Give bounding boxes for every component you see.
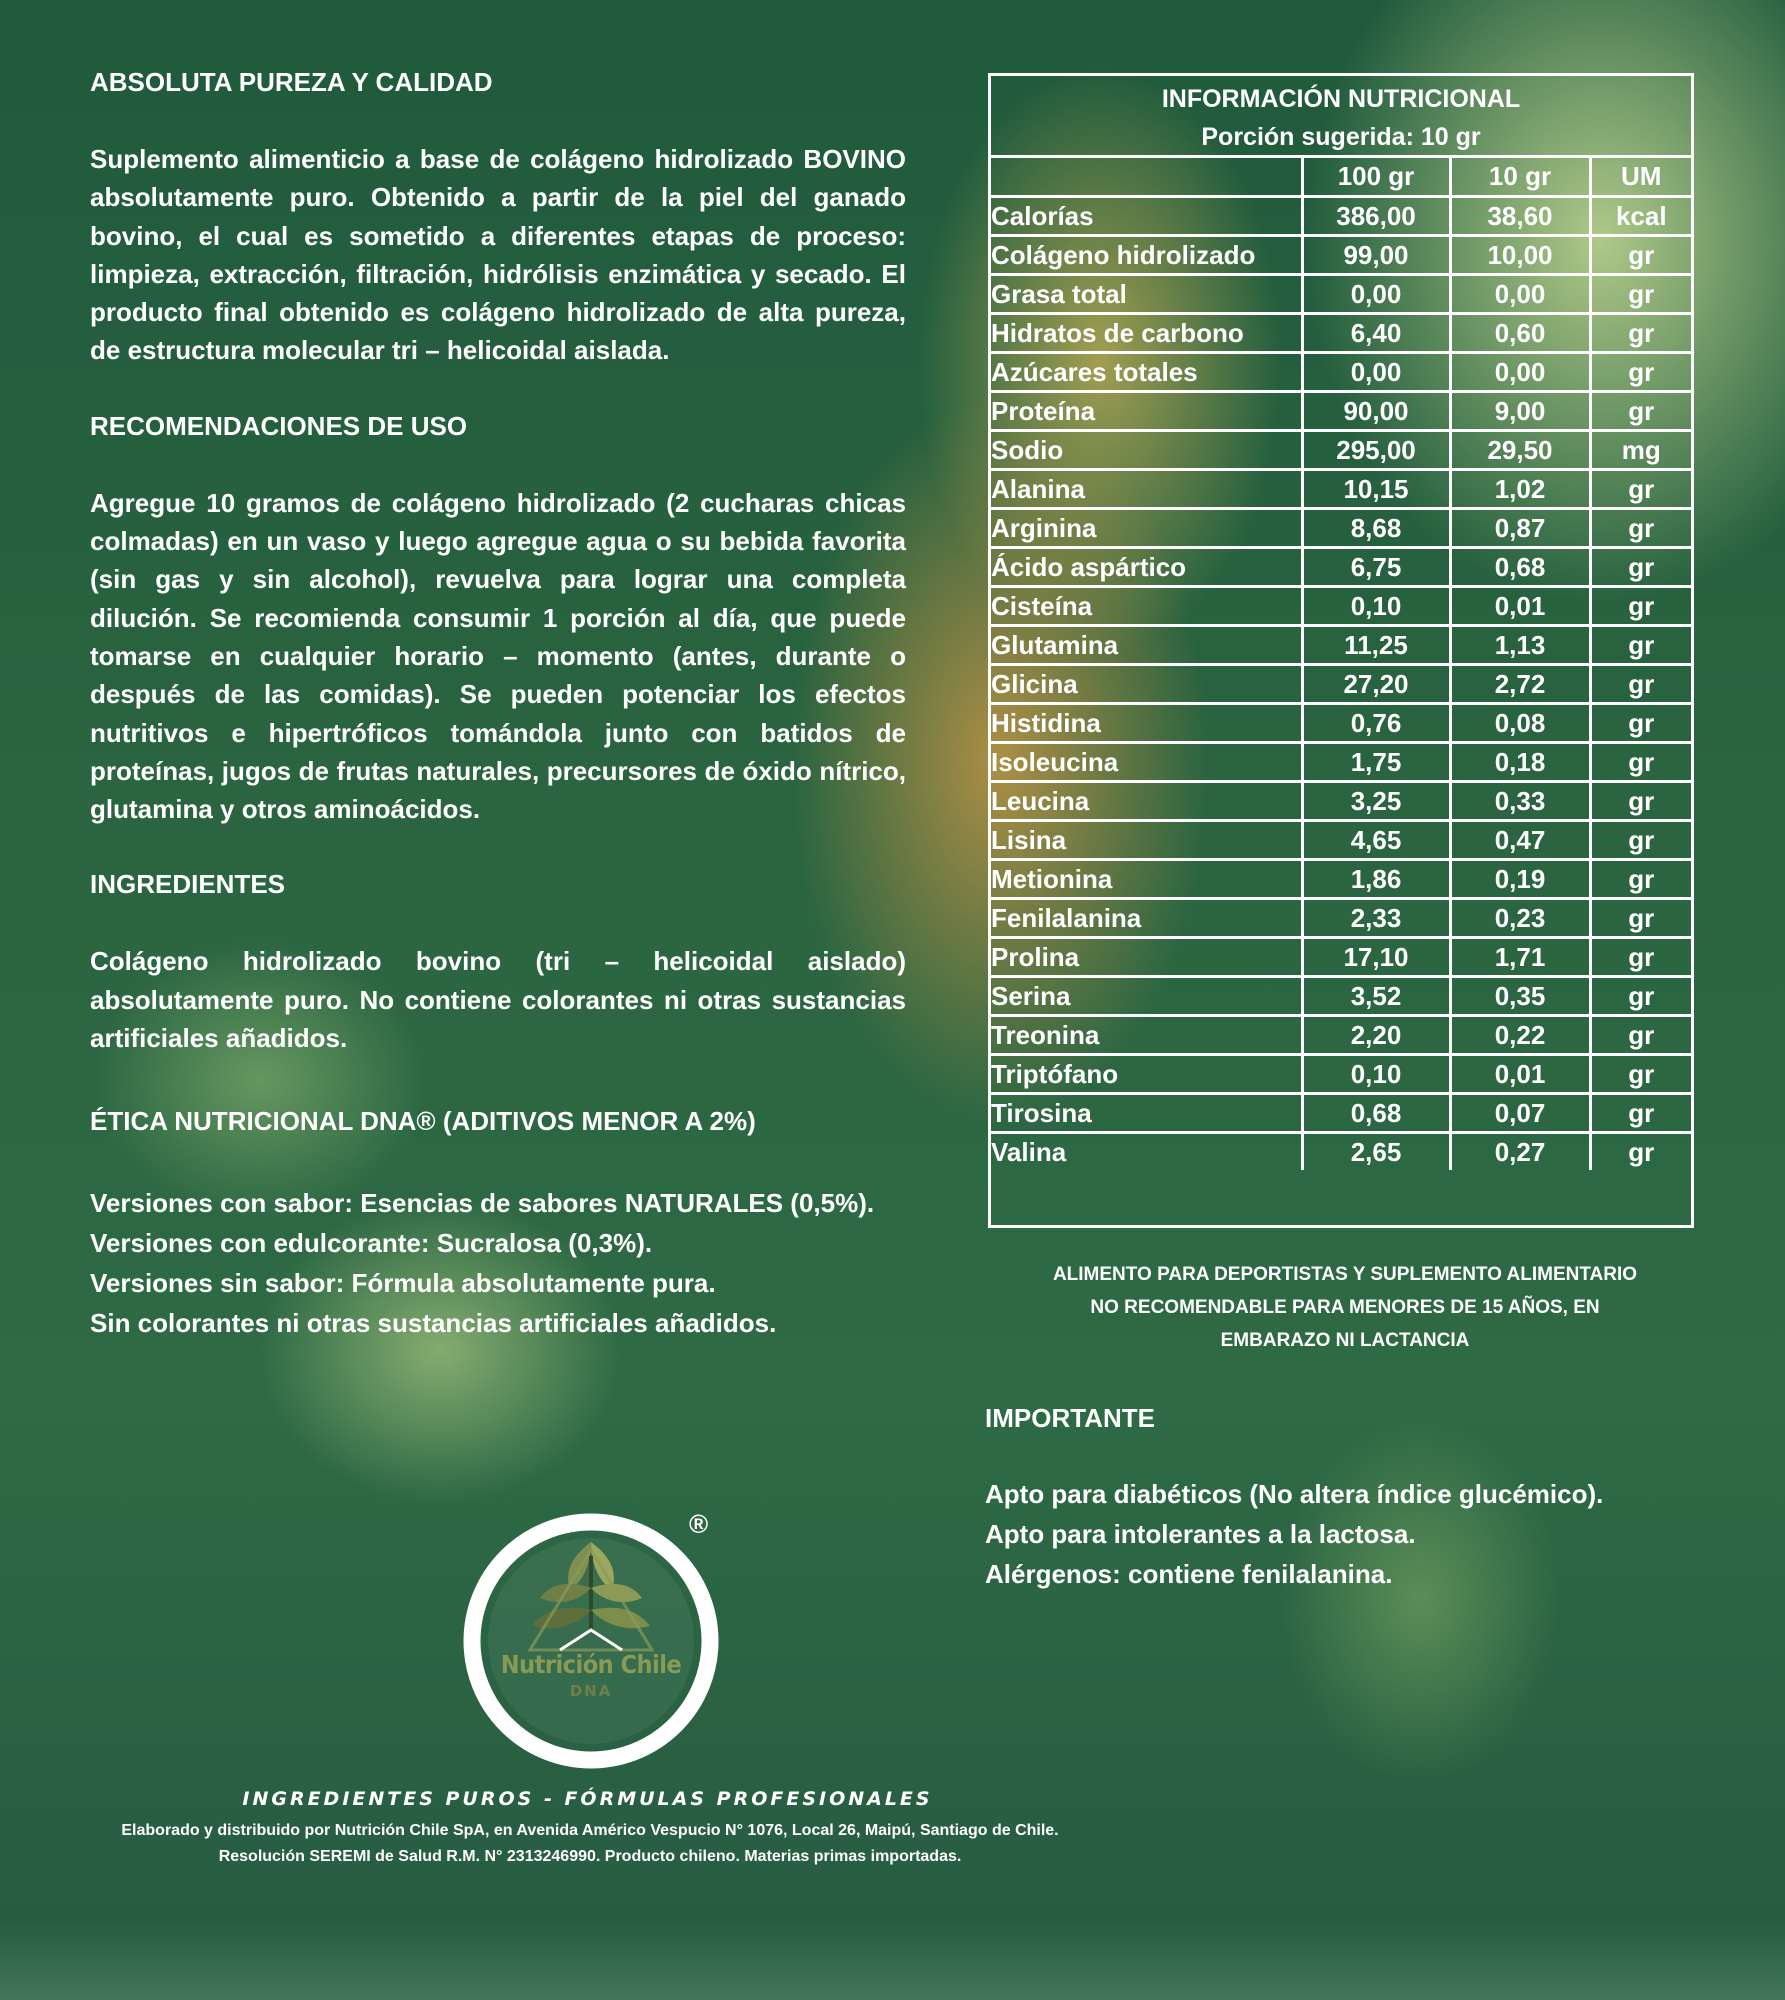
column-header: 100 gr (1302, 158, 1450, 196)
table-row (991, 742, 1691, 781)
column-header: 10 gr (1450, 158, 1590, 196)
table-row (991, 625, 1691, 664)
value-10g: 0,00 (1450, 352, 1590, 391)
value-100g: 6,40 (1302, 313, 1450, 352)
nutrition-table-box (988, 73, 1694, 1228)
value-100g: 11,25 (1302, 625, 1450, 664)
column-header (991, 158, 1302, 196)
table-row (991, 859, 1691, 898)
table-row (991, 976, 1691, 1015)
nutrient-name: Triptófano (991, 1054, 1302, 1093)
unit: gr (1590, 625, 1691, 664)
etica-line: Versiones sin sabor: Fórmula absolutamente pura. (90, 1268, 716, 1299)
value-100g: 4,65 (1302, 820, 1450, 859)
table-row (991, 1054, 1691, 1093)
unit: gr (1590, 976, 1691, 1015)
fineprint (0, 1818, 1180, 1870)
value-10g: 0,07 (1450, 1093, 1590, 1132)
nutrient-name: Calorías (991, 196, 1302, 235)
unit: gr (1590, 937, 1691, 976)
value-100g: 386,00 (1302, 196, 1450, 235)
value-100g: 6,75 (1302, 547, 1450, 586)
table-row (991, 664, 1691, 703)
value-100g: 2,20 (1302, 1015, 1450, 1054)
value-10g: 0,00 (1450, 274, 1590, 313)
value-100g: 27,20 (1302, 664, 1450, 703)
nutrition-header (991, 76, 1691, 158)
nutrient-name: Hidratos de carbono (991, 313, 1302, 352)
table-row (991, 898, 1691, 937)
unit: gr (1590, 547, 1691, 586)
table-row (991, 586, 1691, 625)
nutrient-name: Azúcares totales (991, 352, 1302, 391)
value-10g: 0,27 (1450, 1132, 1590, 1170)
table-row (991, 1132, 1691, 1170)
nutrient-name: Glutamina (991, 625, 1302, 664)
value-10g: 0,19 (1450, 859, 1590, 898)
table-row (991, 196, 1691, 235)
value-100g: 1,86 (1302, 859, 1450, 898)
nutrient-name: Tirosina (991, 1093, 1302, 1132)
section-title-etica: ÉTICA NUTRICIONAL DNA® (ADITIVOS MENOR A 2%) (90, 1106, 756, 1137)
warning-line: NO RECOMENDABLE PARA MENORES DE 15 AÑOS, EN (1090, 1297, 1600, 1318)
nutrient-name: Sodio (991, 430, 1302, 469)
table-row (991, 274, 1691, 313)
table-row (991, 820, 1691, 859)
nutrient-name: Cisteína (991, 586, 1302, 625)
value-100g: 17,10 (1302, 937, 1450, 976)
value-100g: 10,15 (1302, 469, 1450, 508)
nutrition-portion: Porción sugerida: 10 gr (1201, 123, 1481, 151)
value-10g: 0,18 (1450, 742, 1590, 781)
unit: gr (1590, 313, 1691, 352)
value-100g: 0,10 (1302, 586, 1450, 625)
nutrient-name: Arginina (991, 508, 1302, 547)
importante-section (985, 1398, 1685, 1594)
nutrient-name: Isoleucina (991, 742, 1302, 781)
unit: gr (1590, 235, 1691, 274)
unit: gr (1590, 1015, 1691, 1054)
nutrient-name: Prolina (991, 937, 1302, 976)
nutrient-name: Leucina (991, 781, 1302, 820)
table-row (991, 430, 1691, 469)
unit: gr (1590, 742, 1691, 781)
nutrient-name: Lisina (991, 820, 1302, 859)
value-10g: 1,02 (1450, 469, 1590, 508)
table-row (991, 313, 1691, 352)
fineprint-line: Resolución SEREMI de Salud R.M. N° 2313246990. Producto chileno. Materias primas importadas. (218, 1848, 962, 1865)
value-100g: 2,33 (1302, 898, 1450, 937)
table-row (991, 1015, 1691, 1054)
value-10g: 1,13 (1450, 625, 1590, 664)
value-10g: 9,00 (1450, 391, 1590, 430)
unit: gr (1590, 508, 1691, 547)
value-10g: 10,00 (1450, 235, 1590, 274)
value-10g: 1,71 (1450, 937, 1590, 976)
importante-line: Apto para diabéticos (No altera índice glucémico). (985, 1479, 1604, 1509)
bottom-band (0, 1920, 1785, 2000)
value-100g: 3,25 (1302, 781, 1450, 820)
value-10g: 0,47 (1450, 820, 1590, 859)
unit: gr (1628, 1137, 1655, 1168)
table-row (991, 937, 1691, 976)
section-title-ingredientes: INGREDIENTES (90, 869, 286, 900)
left-column (90, 62, 906, 1343)
section-body-pureza: Suplemento alimenticio a base de colágeno hidrolizado BOVINO absolutamente puro. Obtenido a partir de la piel del ganado bovino, el cual es sometido a diferentes etapas de proceso: limpieza, extracción, filtración, hidrólisis enzimática y secado. El producto final obtenido es colágeno hidrolizado de alta pureza, de estructura molecular tri – helicoidal aislada. (90, 144, 906, 366)
value-100g: 0,68 (1302, 1093, 1450, 1132)
warning-line: ALIMENTO PARA DEPORTISTAS Y SUPLEMENTO ALIMENTARIO (1052, 1264, 1638, 1285)
table-row (991, 547, 1691, 586)
table-row (991, 781, 1691, 820)
value-100g: 0,10 (1302, 1054, 1450, 1093)
value-10g: 0,68 (1450, 547, 1590, 586)
table-row (991, 508, 1691, 547)
section-title-recomendaciones: RECOMENDACIONES DE USO (90, 410, 468, 441)
etica-line: Versiones con edulcorante: Sucralosa (0,3%). (90, 1228, 653, 1259)
value-100g: 99,00 (1302, 235, 1450, 274)
unit: gr (1590, 352, 1691, 391)
section-body-ingredientes: Colágeno hidrolizado bovino (tri – helicoidal aislado) absolutamente puro. No contiene colorantes ni otras sustancias artificiales añadidos. (90, 946, 906, 1054)
value-10g: 0,23 (1450, 898, 1590, 937)
unit: mg (1590, 430, 1691, 469)
table-row (991, 703, 1691, 742)
value-100g: 3,52 (1302, 976, 1450, 1015)
value-10g: 29,50 (1450, 430, 1590, 469)
value-10g: 0,33 (1450, 781, 1590, 820)
unit: gr (1590, 586, 1691, 625)
logo-emblem (460, 1510, 722, 1772)
value-10g: 0,60 (1450, 313, 1590, 352)
etica-line: Versiones con sabor: Esencias de sabores NATURALES (0,5%). (90, 1188, 875, 1219)
nutrition-title: INFORMACIÓN NUTRICIONAL (1161, 85, 1521, 113)
unit: gr (1590, 274, 1691, 313)
value-10g: 0,01 (1450, 1054, 1590, 1093)
unit: gr (1590, 898, 1691, 937)
nutrient-name: Fenilalanina (991, 898, 1302, 937)
unit: gr (1590, 703, 1691, 742)
nutrient-name: Proteína (991, 391, 1302, 430)
value-100g: 90,00 (1302, 391, 1450, 430)
nutrient-name: Histidina (991, 703, 1302, 742)
value-100g: 2,65 (1302, 1132, 1450, 1170)
fineprint-line: Elaborado y distribuido por Nutrición Chile SpA, en Avenida Américo Vespucio N° 1076, Local 26, Maipú, Santiago de Chile. (121, 1822, 1059, 1839)
nutrient-name: Valina (991, 1132, 1302, 1170)
etica-line: Sin colorantes ni otras sustancias artificiales añadidos. (90, 1308, 777, 1339)
value-100g: 0,76 (1302, 703, 1450, 742)
value-10g: 0,35 (1450, 976, 1590, 1015)
tagline: INGREDIENTES PUROS - FÓRMULAS PROFESIONALES (242, 1788, 933, 1810)
value-100g: 0,00 (1302, 352, 1450, 391)
table-row (991, 469, 1691, 508)
value-10g: 2,72 (1450, 664, 1590, 703)
unit: gr (1590, 859, 1691, 898)
value-10g: 38,60 (1450, 196, 1590, 235)
section-title-importante: IMPORTANTE (985, 1403, 1155, 1433)
value-100g: 1,75 (1302, 742, 1450, 781)
table-header-row (991, 158, 1691, 196)
nutrient-name: Metionina (991, 859, 1302, 898)
unit: kcal (1590, 196, 1691, 235)
nutrient-name: Grasa total (991, 274, 1302, 313)
nutrient-name: Serina (991, 976, 1302, 1015)
nutrient-name: Ácido aspártico (991, 547, 1302, 586)
value-100g: 295,00 (1302, 430, 1450, 469)
section-title-pureza: ABSOLUTA PUREZA Y CALIDAD (90, 67, 493, 97)
nutricion-chile-logo (460, 1510, 722, 1772)
registered-mark: ® (689, 1509, 709, 1539)
unit: gr (1590, 469, 1691, 508)
section-body-recomendaciones: Agregue 10 gramos de colágeno hidrolizado (2 cucharas chicas colmadas) en un vaso y luego agregue agua o su bebida favorita (sin gas y sin alcohol), revuelva para lograr una completa dilución. Se recomienda consumir 1 porción al día, que puede tomarse en cualquier horario – momento (antes, durante o después de las comidas). Se pueden potenciar los efectos nutritivos e hipertróficos tomándola junto con batidos de proteínas, jugos de frutas naturales, precursores de óxido nítrico, glutamina y otros aminoácidos. (90, 487, 906, 825)
value-10g: 0,87 (1450, 508, 1590, 547)
importante-line: Apto para intolerantes a la lactosa. (985, 1519, 1416, 1549)
column-header: UM (1590, 158, 1691, 196)
unit: gr (1590, 391, 1691, 430)
table-row (991, 1093, 1691, 1132)
unit: gr (1590, 1054, 1691, 1093)
nutrient-name: Treonina (991, 1015, 1302, 1054)
value-100g: 8,68 (1302, 508, 1450, 547)
value-100g: 0,00 (1302, 274, 1450, 313)
table-row (991, 352, 1691, 391)
nutrient-name: Alanina (991, 469, 1302, 508)
nutrient-name: Glicina (991, 664, 1302, 703)
value-10g: 0,08 (1450, 703, 1590, 742)
nutrition-table (991, 158, 1691, 1170)
table-row (991, 235, 1691, 274)
nutrient-name: Colágeno hidrolizado (991, 235, 1302, 274)
importante-line: Alérgenos: contiene fenilalanina. (985, 1559, 1393, 1589)
unit: gr (1590, 664, 1691, 703)
table-row (991, 391, 1691, 430)
logo-dna: DNA (569, 1682, 613, 1700)
warning-text (1000, 1258, 1690, 1357)
unit: gr (1590, 1093, 1691, 1132)
unit: gr (1590, 820, 1691, 859)
unit: gr (1590, 781, 1691, 820)
value-10g: 0,22 (1450, 1015, 1590, 1054)
warning-line: EMBARAZO NI LACTANCIA (1220, 1330, 1470, 1351)
logo-brand-name: Nutrición Chile (500, 1650, 682, 1679)
value-10g: 0,01 (1450, 586, 1590, 625)
